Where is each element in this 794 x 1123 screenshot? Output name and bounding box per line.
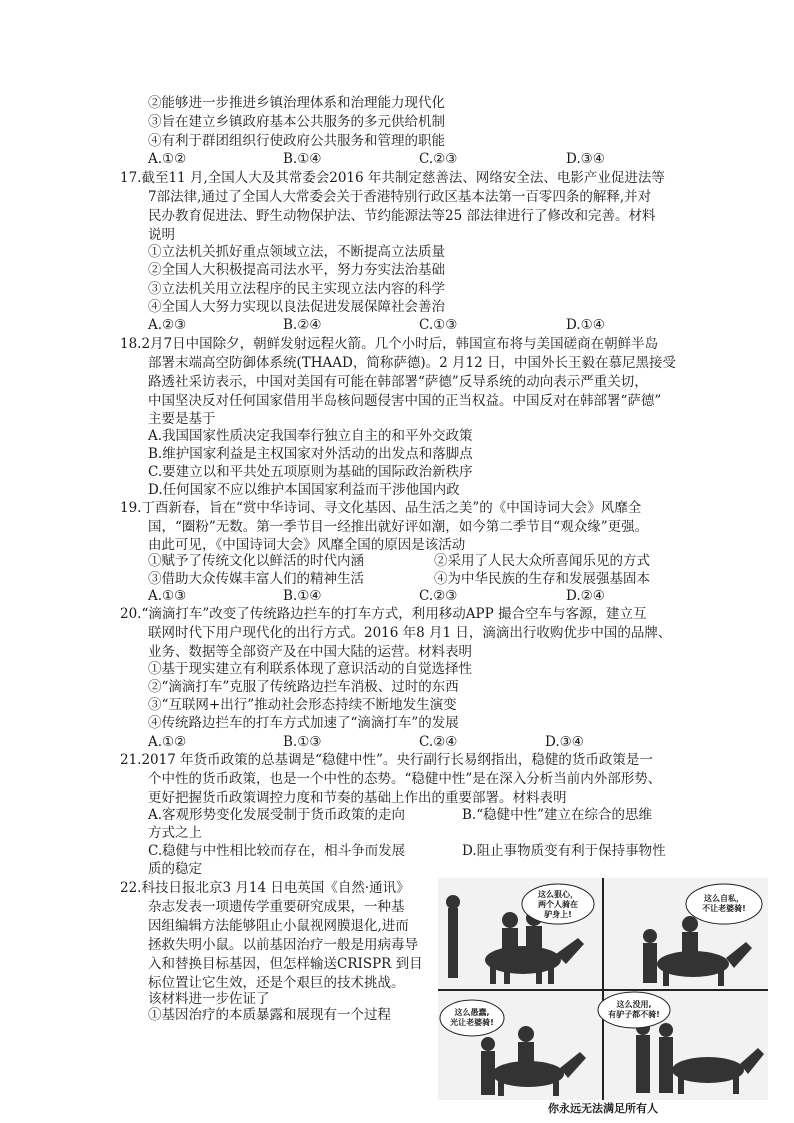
q21-option-b-cont: 方式之上 [148,825,202,841]
q17-stem-line: 民办教育促进法、野生动物保护法、节约能源法等25 部法律进行了修改和完善。材料 [148,208,656,224]
q16-option-c: C.②③ [419,151,458,167]
q17-stem-line: 17.截至11 月,全国人大及其常委会2016 年共制定慈善法、网络安全法、电影产业促进法等 [120,170,665,186]
q17-stem-line: 说明 [148,227,175,243]
q19-option-d: D.②④ [566,588,605,604]
q20-option-a: A.①② [148,734,187,750]
q19-stem-line: 19.丁酉新春，旨在“赏中华诗词、寻文化基因、品生活之美”的《中国诗词大会》风靡全 [120,500,642,516]
q22-stem-line: 22.科技日报北京3 月14 日电英国《自然·通讯》 [120,880,410,896]
q18-option-b: B.维护国家利益是主权国家对外活动的出发点和落脚点 [148,446,473,462]
q20-stem-line: 业务、数据等全部资产及在中国大陆的运营。材料表明 [148,644,472,660]
q18-stem-line: 18.2月7日中国除夕，朝鲜发射远程火箭。几个小时后，韩国宣布将与美国磋商在朝鲜半岛 [120,336,659,352]
q22-stem-line: 该材料进一步佐证了 [148,991,270,1007]
q18-stem-line: 主要是基于 [148,411,216,427]
q22-stem-line: 标位置让它生效，还是个艰巨的技术挑战。 [148,975,405,991]
q17-option-d: D.①④ [566,317,605,333]
q18-stem-line: 中国坚决反对任何国家借用半岛核问题侵害中国的正当权益。中国反对在韩部署“萨德” [148,393,662,409]
q20-stem-line: 20.“滴滴打车”改变了传统路边拦车的打车方式，利用移动APP 撮合空车与客源，建立互 [120,606,647,622]
q20-item-1: ①基于现实建立有利联系体现了意识活动的自觉选择性 [148,661,472,677]
q19-stem-line: 国，“圈粉”无数。第一季节目一经推出就好评如潮，如今第二季节目“观众缘”更强。 [148,519,649,535]
q16-option-d: D.③④ [566,151,605,167]
q19-item-4: ④为中华民族的生存和发展强基固本 [434,571,650,587]
q19-option-b: B.①④ [283,588,322,604]
q20-item-2: ②“滴滴打车”克服了传统路边拦车消极、过时的东西 [148,679,459,695]
q17-item-3: ③立法机关用立法程序的民主实现立法内容的科学 [148,281,445,297]
q20-item-4: ④传统路边拦车的打车方式加速了“滴滴打车”的发展 [148,715,459,731]
q18-option-d: D.任何国家不应以维护本国国家利益而干涉他国内政 [148,482,460,498]
q22-item-1: ①基因治疗的本质暴露和展现有一个过程 [148,1007,391,1023]
q19-option-c: C.②③ [419,588,458,604]
q21-option-a: A.客观形势变化发展受制于货币政策的走向 [148,807,406,823]
comic-bubble-2: 这么自私， 不让老婆骑! [702,894,746,913]
q18-stem-line: 路透社采访表示，中国对美国有可能在韩部署“萨德”反导系统的动向表示严重关切， [148,374,648,390]
q19-option-a: A.①③ [148,588,187,604]
q16-item-3: ③旨在建立乡镇政府基本公共服务的多元供给机制 [148,114,445,130]
q18-stem-line: 部署末端高空防御体系统(THAAD，简称萨德)。2 月12 日，中国外长王毅在慕尼黑接受 [148,355,676,371]
q19-item-3: ③借助大众传媒丰富人们的精神生活 [148,571,364,587]
q20-stem-line: 联网时代下用户现代化的出行方式。2016 年8 月1 日，滴滴出行收购优步中国的品牌、 [148,625,672,641]
comic-caption: 你永远无法满足所有人 [548,1102,658,1115]
q21-stem-line: 21.2017 年货币政策的总基调是“稳健中性”。央行副行长易纲指出，稳健的货币政策是一 [120,752,653,768]
q20-item-3: ③“互联网+出行”推动社会形态持续不断地发生演变 [148,697,457,713]
q17-item-4: ④全国人大努力实现以良法促进发展保障社会善治 [148,299,445,315]
q18-option-a: A.我国国家性质决定我国奉行独立自主的和平外交政策 [148,428,473,444]
donkey-comic [438,878,768,1118]
q22-stem-line: 入和替换目标基因，但怎样输送CRISPR 到目 [148,956,423,972]
q16-option-b: B.①④ [283,151,322,167]
q19-stem-line: 由此可见，《中国诗词大会》风靡全国的原因是该活动 [148,537,466,553]
q16-item-2: ②能够进一步推进乡镇治理体系和治理能力现代化 [148,95,445,111]
q17-option-c: C.①③ [419,317,458,333]
q21-stem-line: 个中性的货币政策，也是一个中性的态势。“稳健中性”是在深入分析当前内外部形势、 [148,771,662,787]
q17-stem-line: 7部法律,通过了全国人大常委会关于香港特别行政区基本法第一百零四条的解释,并对 [148,189,652,205]
q22-stem-line: 拯救失明小鼠。以前基因治疗一般是用病毒导 [148,937,418,953]
q20-option-b: B.①③ [283,734,322,750]
q22-stem-line: 因组编辑方法能够阻止小鼠视网膜退化,进而 [148,918,409,934]
comic-bubble-1: 这么狠心， 两个人骑在 驴身上! [538,890,578,919]
q17-item-1: ①立法机关抓好重点领域立法，不断提高立法质量 [148,244,445,260]
q20-option-c: C.②④ [419,734,458,750]
q20-option-d: D.③④ [545,734,584,750]
comic-bubble-3: 这么愚蠢, 光让老婆骑! [450,1008,494,1027]
q17-item-2: ②全国人大积极提高司法水平，努力夯实法治基础 [148,262,445,278]
q17-option-a: A.②③ [148,317,187,333]
q18-option-c: C.要建立以和平共处五项原则为基础的国际政治新秩序 [148,464,473,480]
q21-option-d-cont: 质的稳定 [148,861,202,877]
comic-bubble-4: 这么没用, 有驴子都不骑! [608,1000,660,1019]
q21-stem-line: 更好把握货币政策调控力度和节奏的基础上作出的重要部署。材料表明 [148,790,567,806]
q16-item-4: ④有利于群团组织行使政府公共服务和管理的职能 [148,133,445,149]
q22-stem-line: 杂志发表一项遗传学重要研究成果，一种基 [148,899,405,915]
q19-item-2: ②采用了人民大众所喜闻乐见的方式 [434,553,650,569]
q17-option-b: B.②④ [283,317,322,333]
q21-option-d: D.阻止事物质变有利于保持事物性 [462,843,666,859]
q16-option-a: A.①② [148,151,187,167]
q21-option-c: C.稳健与中性相比较而存在，相斗争而发展 [148,843,406,859]
q19-item-1: ①赋予了传统文化以鲜活的时代内涵 [148,553,364,569]
q21-option-b: B.“稳健中性”建立在综合的思维 [462,807,653,823]
